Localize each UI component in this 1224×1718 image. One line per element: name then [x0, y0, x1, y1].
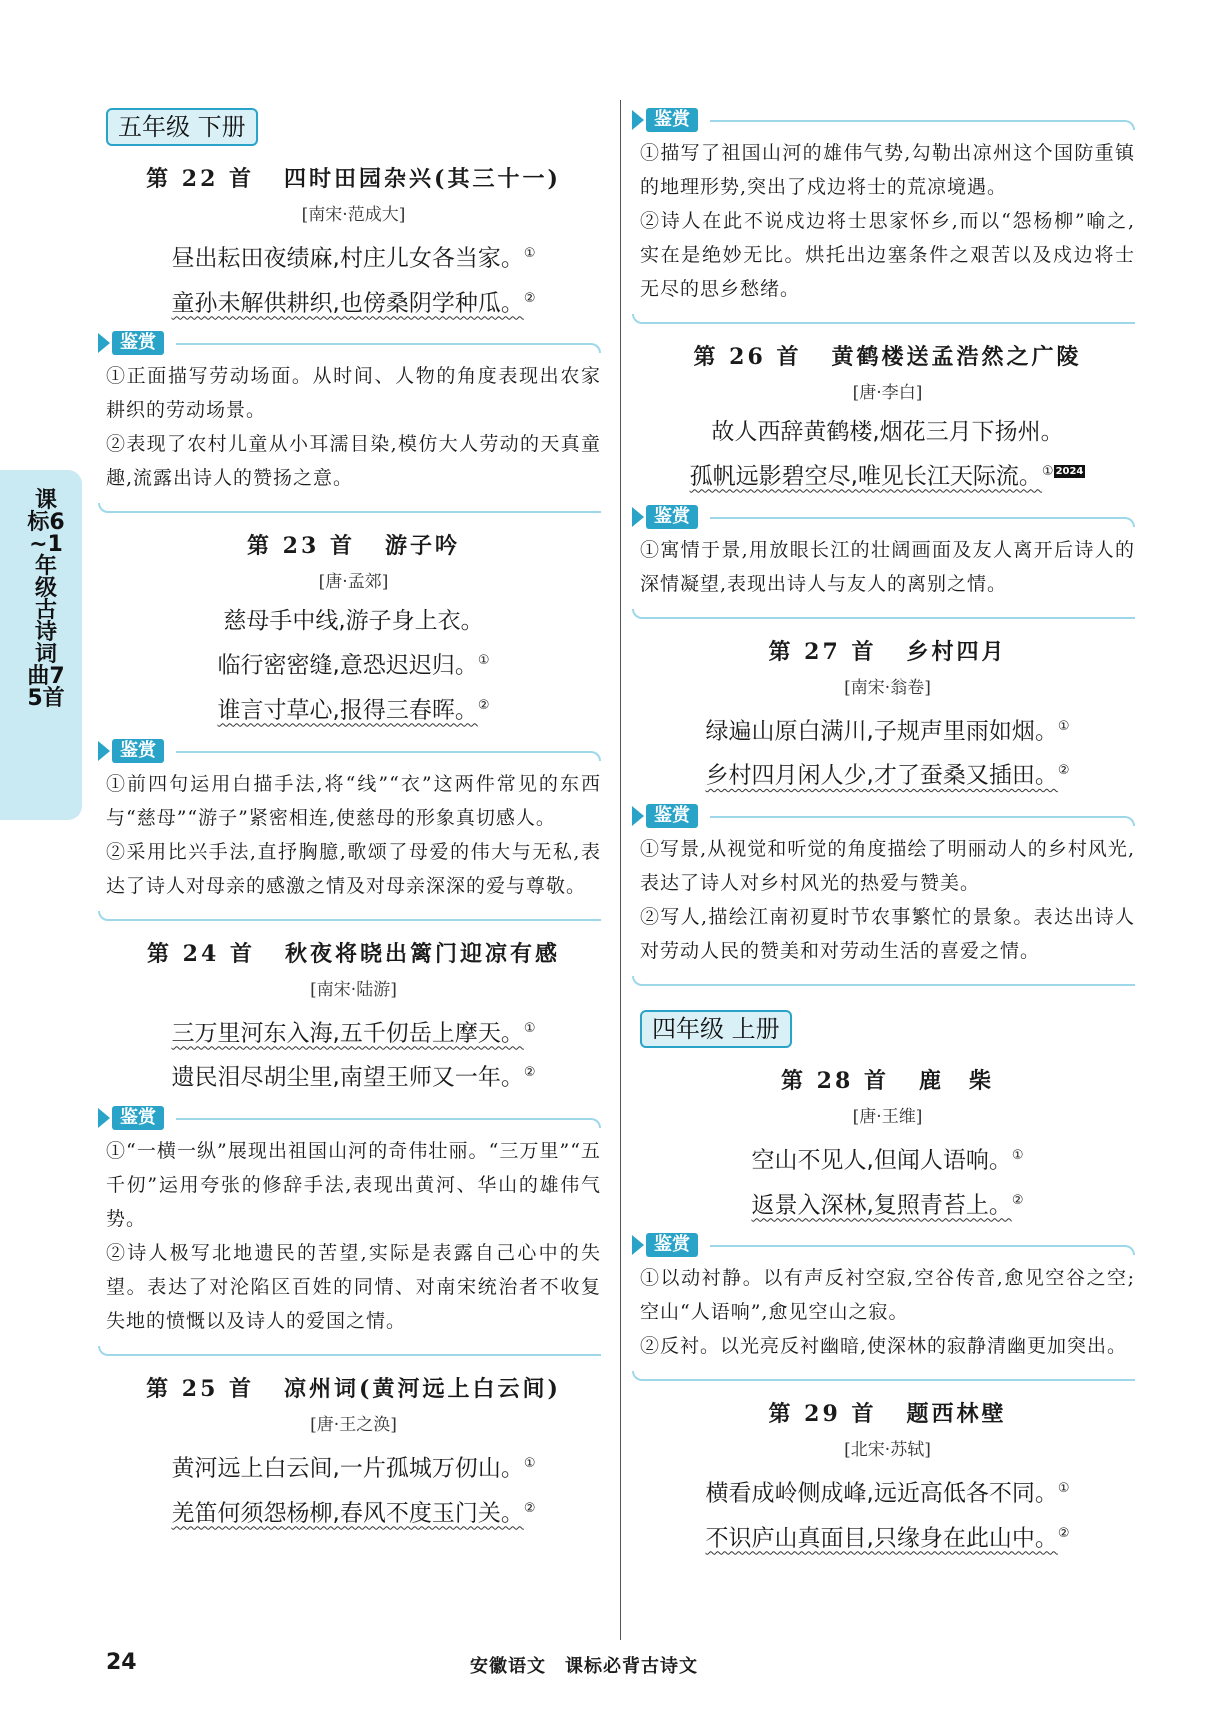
poem-name: 凉州词(黄河远上白云间)	[284, 1375, 561, 1402]
poem-block	[106, 1372, 601, 1533]
poem-line-text: 乡村四月闲人少,才了蚕桑又插田。	[705, 762, 1058, 789]
appreciation-text	[640, 830, 1135, 976]
grade-label: 四年级 上册	[640, 1010, 792, 1048]
footnote-marker: ①	[1011, 1147, 1024, 1163]
appreciation-paragraph: ②写人,描绘江南初夏时节农事繁忙的景象。表达出诗人对劳动人民的赞美和对劳动生活的喜爱之情。	[640, 905, 1135, 962]
book-title: 安徽语文 课标必背古诗文	[470, 1656, 698, 1677]
grade-label: 五年级 下册	[106, 108, 258, 146]
poem-line-text: 绿遍山原白满川,子规声里雨如烟。	[705, 718, 1058, 745]
footnote-marker: ②	[1011, 1192, 1024, 1208]
appreciation-border-bottom	[632, 976, 1135, 986]
appreciation-label: 鉴赏	[112, 739, 164, 763]
appreciation-paragraph: ②采用比兴手法,直抒胸臆,歌颂了母爱的伟大与无私,表达了诗人对母亲的感激之情及对母亲深深的爱与尊敬。	[106, 840, 601, 897]
poem-line	[640, 1181, 1135, 1226]
footnote-marker: ①	[1057, 718, 1070, 734]
appreciation-paragraph: ①正面描写劳动场面。从时间、人物的角度表现出农家耕织的劳动场景。	[106, 365, 601, 422]
appreciation-paragraph: ①“一横一纵”展现出祖国山河的奇伟壮丽。“三万里”“五千仞”运用夸张的修辞手法,表现出黄河、华山的雄伟气势。	[106, 1139, 601, 1230]
appreciation-border-bottom	[98, 911, 601, 921]
appreciation-text	[106, 357, 601, 503]
poem-title	[640, 635, 1135, 669]
poem-title	[640, 340, 1135, 374]
poem-author: [唐·王之涣]	[310, 1414, 397, 1435]
arrow-icon	[632, 1235, 644, 1255]
year-tag: 2024	[1055, 465, 1084, 477]
appreciation-header	[632, 1233, 698, 1257]
appreciation-header	[98, 739, 164, 763]
footnote-marker: ②	[1057, 763, 1070, 779]
appreciation-header	[632, 505, 698, 529]
poem-line	[106, 601, 601, 641]
poem-line	[640, 452, 1135, 497]
appreciation-paragraph: ②诗人极写北地遗民的苦望,实际是表露自己心中的失望。表达了对沦陷区百姓的同情、对南宋统治者不收复失地的愤慨以及诗人的爱国之情。	[106, 1241, 601, 1332]
poem-line	[640, 1469, 1135, 1514]
poem-line-text: 三万里河东入海,五千仞岳上摩天。	[171, 1020, 524, 1047]
poem-block	[106, 529, 601, 920]
poem-line	[640, 1136, 1135, 1181]
appreciation-paragraph: ①前四句运用白描手法,将“线”“衣”这两件常见的东西与“慈母”“游子”紧密相连,使慈母的形象真切感人。	[106, 772, 601, 829]
poem-name: 题西林壁	[906, 1401, 1007, 1428]
appreciation-header	[98, 331, 164, 355]
page-number: 24	[106, 1650, 137, 1675]
poem-line-text: 孤帆远影碧空尽,唯见长江天际流。	[689, 463, 1042, 490]
arrow-icon	[98, 1108, 110, 1128]
poem-author: [南宋·翁卷]	[844, 677, 931, 698]
left-column	[106, 100, 601, 1537]
appreciation-label: 鉴赏	[646, 1233, 698, 1257]
appreciation-paragraph: ①寓情于景,用放眼长江的壮阔画面及友人离开后诗人的深情凝望,表现出诗人与友人的离别之情。	[640, 538, 1135, 595]
poem-line-text: 慈母手中线,游子身上衣。	[223, 608, 484, 635]
appreciation-text	[640, 1259, 1135, 1371]
footnote-marker: ②	[523, 290, 536, 306]
poem-block	[640, 635, 1135, 986]
arrow-icon	[98, 741, 110, 761]
appreciation-label: 鉴赏	[112, 1106, 164, 1130]
appreciation-header	[632, 804, 698, 828]
poem-line	[106, 234, 601, 279]
poem-number: 第 23 首	[247, 533, 355, 560]
poem-number: 第 26 首	[693, 344, 802, 370]
appreciation-text	[106, 1132, 601, 1346]
poem-line	[106, 641, 601, 686]
arrow-icon	[98, 333, 110, 353]
poem-line	[106, 1009, 601, 1054]
appreciation-border	[176, 343, 601, 353]
footnote-marker: ①	[1041, 464, 1054, 479]
poem-title	[640, 1397, 1135, 1431]
poem-name: 黄鹤楼送孟浩然之广陵	[831, 344, 1082, 370]
arrow-icon	[632, 110, 644, 130]
poem-line-text: 黄河远上白云间,一片孤城万仞山。	[171, 1455, 524, 1482]
poem-line	[106, 686, 601, 731]
poem-line-text: 临行密密缝,意恐迟迟归。	[217, 652, 478, 679]
appreciation-paragraph: ②表现了农村儿童从小耳濡目染,模仿大人劳动的天真童趣,流露出诗人的赞扬之意。	[106, 433, 601, 490]
appreciation-border	[710, 1245, 1135, 1255]
appreciation-border-bottom	[632, 1371, 1135, 1381]
arrow-icon	[632, 806, 644, 826]
poem-name: 鹿 柴	[918, 1067, 994, 1094]
appreciation-border-bottom	[98, 1346, 601, 1356]
appreciation-paragraph: ②诗人在此不说戍边将士思家怀乡,而以“怨杨柳”喻之,实在是绝妙无比。烘托出边塞条件之艰苦以及戍边将士无尽的思乡愁绪。	[640, 210, 1135, 300]
appreciation-text	[640, 531, 1135, 609]
poem-block	[640, 340, 1135, 619]
poem-line	[106, 1444, 601, 1489]
appreciation-box	[640, 804, 1135, 986]
poem-line-text: 横看成岭侧成峰,远近高低各不同。	[705, 1480, 1058, 1507]
poem-line	[640, 412, 1135, 452]
appreciation-box	[106, 331, 601, 513]
appreciation-border-bottom	[632, 609, 1135, 619]
footnote-marker: ①	[523, 1020, 536, 1036]
appreciation-header	[98, 1106, 164, 1130]
poem-number: 第 27 首	[768, 638, 877, 665]
footnote-marker: ①	[523, 246, 536, 261]
poem-line	[106, 1053, 601, 1098]
appreciation-paragraph: ①描写了祖国山河的雄伟气势,勾勒出凉州这个国防重镇的地理形势,突出了戍边将士的荒凉境遇。	[640, 142, 1135, 198]
footnote-marker: ①	[523, 1455, 536, 1471]
poem-name: 游子吟	[384, 533, 460, 560]
poem-title	[106, 162, 601, 196]
poem-title	[106, 1372, 601, 1406]
poem-block	[640, 1397, 1135, 1558]
appreciation-box	[640, 1233, 1135, 1381]
poem-name: 四时田园杂兴(其三十一)	[284, 166, 561, 192]
poem-line-text: 昼出耘田夜绩麻,村庄儿女各当家。	[171, 245, 524, 272]
appreciation-box	[106, 1106, 601, 1356]
poem-line	[640, 1514, 1135, 1559]
poem-author: [唐·王维]	[852, 1106, 923, 1127]
poem-number: 第 28 首	[781, 1067, 889, 1094]
appreciation-box	[106, 739, 601, 921]
side-tab-text: 课标6~1年级古诗词曲75首	[27, 488, 65, 711]
poem-block	[106, 937, 601, 1356]
appreciation-border-bottom	[98, 503, 601, 513]
footnote-marker: ①	[477, 653, 490, 669]
appreciation-border	[710, 816, 1135, 826]
appreciation-border	[176, 751, 601, 761]
poem-name: 秋夜将晓出篱门迎凉有感	[284, 940, 560, 967]
poem-name: 乡村四月	[906, 638, 1007, 665]
poem-line-text: 空山不见人,但闻人语响。	[751, 1147, 1012, 1174]
footnote-marker: ①	[1057, 1481, 1070, 1497]
poem-line	[640, 751, 1135, 796]
poem-number: 第 22 首	[146, 166, 255, 192]
appreciation-border	[710, 517, 1135, 527]
appreciation-paragraph: ②反衬。以光亮反衬幽暗,使深林的寂静清幽更加突出。	[640, 1335, 1128, 1358]
poem-line-text: 遗民泪尽胡尘里,南望王师又一年。	[171, 1064, 524, 1091]
poem-line-text: 羌笛何须怨杨柳,春风不度玉门关。	[171, 1500, 524, 1527]
footnote-marker: ②	[523, 1500, 536, 1516]
appreciation-label: 鉴赏	[646, 804, 698, 828]
poem-number: 第 29 首	[768, 1401, 877, 1428]
appreciation-label: 鉴赏	[646, 108, 698, 132]
poem-author: [南宋·陆游]	[310, 979, 397, 1000]
poem-block	[106, 162, 601, 513]
appreciation-label: 鉴赏	[112, 331, 164, 355]
footnote-marker: ②	[477, 697, 490, 713]
poem-number: 第 25 首	[146, 1375, 255, 1402]
poem-author: [唐·孟郊]	[318, 572, 389, 593]
poem-line-text: 故人西辞黄鹤楼,烟花三月下扬州。	[711, 419, 1064, 445]
appreciation-text	[640, 134, 1135, 314]
poem-number: 第 24 首	[147, 940, 255, 967]
poem-line	[106, 279, 601, 324]
poem-line-text: 童孙未解供耕织,也傍桑阴学种瓜。	[171, 290, 524, 317]
poem-line	[640, 707, 1135, 752]
poem-title	[106, 937, 601, 971]
appreciation-border-bottom	[632, 314, 1135, 324]
poem-line	[106, 1489, 601, 1534]
poem-title	[106, 529, 601, 563]
appreciation-paragraph: ①以动衬静。以有声反衬空寂,空谷传音,愈见空谷之空;空山“人语响”,愈见空山之寂。	[640, 1267, 1135, 1324]
poem-block	[640, 1064, 1135, 1381]
appreciation-box	[640, 505, 1135, 619]
appreciation-text	[106, 765, 601, 911]
poem-line-text: 返景入深林,复照青苔上。	[751, 1192, 1012, 1219]
appreciation-border	[176, 1118, 601, 1128]
poem-title	[640, 1064, 1135, 1098]
poem-author: [唐·李白]	[852, 383, 923, 403]
appreciation-box	[640, 108, 1135, 324]
footnote-marker: ②	[523, 1065, 536, 1081]
right-column	[640, 100, 1135, 1563]
appreciation-paragraph: ①写景,从视觉和听觉的角度描绘了明丽动人的乡村风光,表达了诗人对乡村风光的热爱与赞美。	[640, 837, 1135, 894]
poem-line-text: 不识庐山真面目,只缘身在此山中。	[705, 1525, 1058, 1552]
appreciation-label: 鉴赏	[646, 505, 698, 529]
poem-author: [北宋·苏轼]	[844, 1440, 931, 1461]
footnote-marker: ②	[1057, 1525, 1070, 1541]
poem-line-text: 谁言寸草心,报得三春晖。	[217, 697, 478, 724]
appreciation-header	[632, 108, 698, 132]
arrow-icon	[632, 507, 644, 527]
appreciation-border	[710, 120, 1135, 130]
poem-author: [南宋·范成大]	[301, 205, 406, 225]
column-divider	[620, 100, 621, 1640]
